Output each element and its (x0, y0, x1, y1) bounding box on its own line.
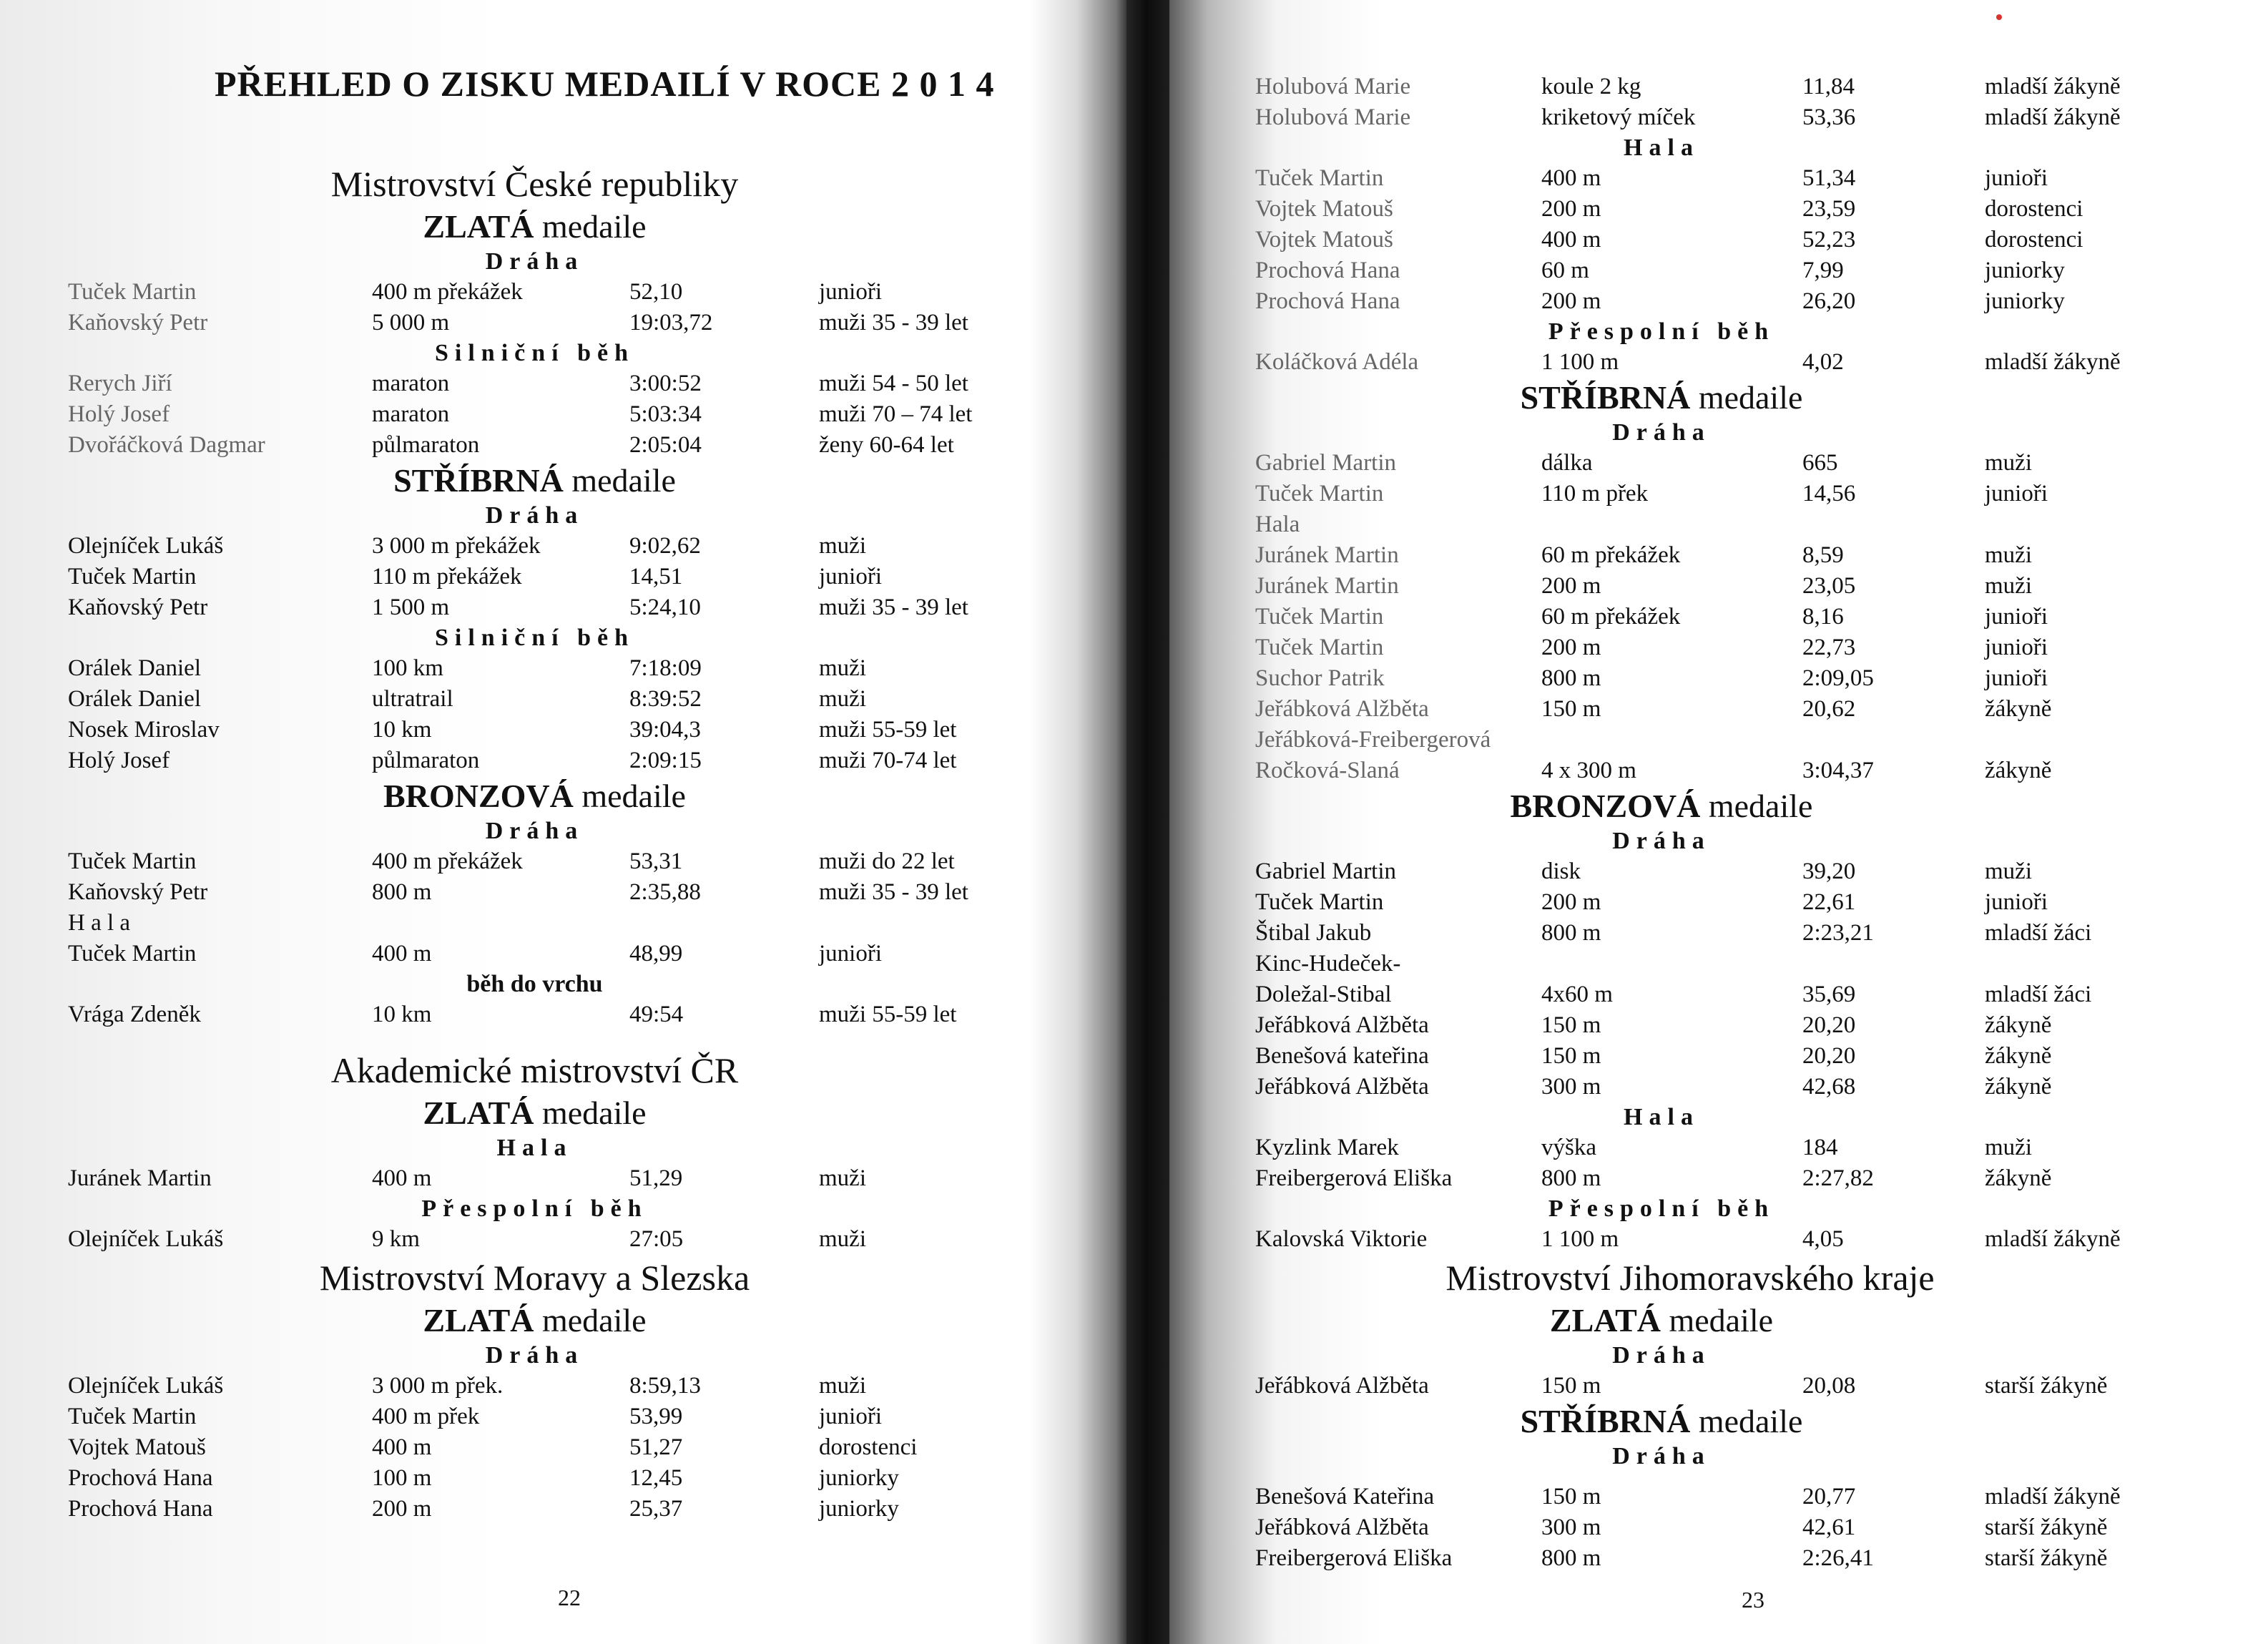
table-row: Kyzlink Marek výška 184 muži (1255, 1135, 2032, 1160)
table-row: Tuček Martin 110 m přek 14,56 junioři (1255, 481, 2048, 507)
right-column (1169, 72, 2268, 1574)
table-gold-silnicni (0, 368, 1126, 461)
table-row: Holý Josef půlmaraton 2:09:15 muži 70-74 let (68, 748, 957, 773)
table-row: Vojtek Matouš 400 m 52,23 dorostenci (1255, 227, 2083, 253)
subheading-draha: Dráha (485, 248, 584, 275)
table-row: Jeřábková Alžběta 150 m 20,08 starší žákyně (1255, 1373, 2108, 1399)
page-number: 23 (1742, 1587, 1764, 1613)
medal-heading-gold: ZLATÁ medaile (1549, 1302, 1774, 1339)
table-row: Juránek Martin 200 m 23,05 muži (1255, 573, 2032, 599)
table-row: Kaňovský Petr 5 000 m 19:03,72 muži 35 - 39 let (68, 310, 968, 336)
table-row: Tuček Martin 400 m překážek 52,10 junioři (68, 279, 882, 305)
table-row: Prochová Hana 60 m 7,99 juniorky (1255, 258, 2065, 283)
medal-heading-silver: STŘÍBRNÁ medaile (393, 462, 676, 499)
table-row: Kaňovský Petr 800 m 2:35,88 muži 35 - 39 let (68, 879, 968, 905)
table-row: Olejníček Lukáš 3 000 m překážek 9:02,62 muži (68, 533, 866, 559)
table-row: Tuček Martin 110 m překážek 14,51 junioři (68, 564, 882, 589)
table-bronze-draha (0, 846, 1126, 969)
subheading-beh-do-vrchu: běh do vrchu (466, 971, 603, 997)
table-row: Dvořáčková Dagmar půlmaraton 2:05:04 ženy 60-64 let (68, 432, 954, 458)
section-heading-mcr: Mistrovství České republiky (330, 164, 739, 204)
table-row: Suchor Patrik 800 m 2:09,05 junioři (1255, 665, 2048, 691)
book-spine (1126, 0, 1169, 1644)
table-silver-silnicni (0, 653, 1126, 776)
table-row: Kalovská Viktorie 1 100 m 4,05 mladší žákyně (1255, 1226, 2121, 1252)
table-row: Holý Josef maraton 5:03:34 muži 70 – 74 let (68, 401, 973, 427)
medal-heading-silver: STŘÍBRNÁ medaile (1520, 1403, 1803, 1439)
left-page (0, 0, 1126, 1644)
table-row: Benešová Kateřina 150 m 20,77 mladší žákyně (1255, 1484, 2121, 1510)
table-row: Tuček Martin 200 m 22,73 junioři (1255, 635, 2048, 660)
table-row: Prochová Hana 200 m 25,37 juniorky (68, 1496, 899, 1522)
subheading-silnicni: Silniční běh (434, 340, 634, 366)
medal-heading-gold: ZLATÁ medaile (423, 1095, 647, 1131)
medal-heading-silver: STŘÍBRNÁ medaile (1520, 379, 1803, 416)
table-row: Tuček Martin 200 m 22,61 junioři (1255, 889, 2048, 915)
table-row: Kaňovský Petr 1 500 m 5:24,10 muži 35 - 39 let (68, 595, 968, 620)
table-row: Olejníček Lukáš 9 km 27:05 muži (68, 1226, 866, 1252)
table-row: H a l a (68, 910, 131, 936)
medal-heading-gold: ZLATÁ medaile (423, 208, 647, 245)
table-row: Prochová Hana 100 m 12,45 juniorky (68, 1465, 899, 1491)
page-title: PŘEHLED O ZISKU MEDAILÍ V ROCE 2 0 1 4 (215, 64, 995, 104)
table-row: Kinc-Hudeček- (1255, 951, 1401, 977)
subheading-hala: Hala (1624, 1104, 1699, 1130)
table-row: Tuček Martin 400 m přek 53,99 junioři (68, 1404, 882, 1429)
page-number: 22 (558, 1585, 581, 1610)
table-row: Juránek Martin 400 m 51,29 muži (68, 1165, 866, 1191)
section-heading-morava: Mistrovství Moravy a Slezska (319, 1258, 750, 1298)
section-heading-akademicke: Akademické mistrovství ČR (330, 1050, 739, 1090)
table-row: Tuček Martin 60 m překážek 8,16 junioři (1255, 604, 2048, 630)
table-row: Jeřábková Alžběta 300 m 42,68 žákyně (1255, 1074, 2052, 1100)
subheading-silnicni: Silniční běh (434, 625, 634, 651)
ink-dot (1996, 14, 2002, 20)
table-silver-draha (0, 531, 1126, 623)
table-row: Tuček Martin 400 m 48,99 junioři (68, 941, 882, 967)
table-row: Orálek Daniel ultratrail 8:39:52 muži (68, 686, 866, 712)
table-row: Vrága Zdeněk 10 km 49:54 muži 55-59 let (68, 1002, 957, 1027)
table-row: Tuček Martin 400 m překážek 53,31 muži do 22 let (68, 848, 955, 874)
table-row: Jeřábková Alžběta 150 m 20,20 žákyně (1255, 1012, 2052, 1038)
table-row: Benešová kateřina 150 m 20,20 žákyně (1255, 1043, 2052, 1069)
subheading-prespolni: Přespolní běh (421, 1195, 648, 1222)
table-row: Tuček Martin 400 m 51,34 junioři (1255, 165, 2048, 191)
table-morava-draha (0, 1371, 1126, 1525)
table-row: Jeřábková Alžběta 150 m 20,62 žákyně (1255, 696, 2052, 722)
subheading-draha: Dráha (1612, 419, 1711, 446)
table-row: Rerych Jiří maraton 3:00:52 muži 54 - 50 let (68, 371, 968, 396)
table-row: Jeřábková Alžběta 300 m 42,61 starší žákyně (1255, 1515, 2108, 1540)
table-row: Olejníček Lukáš 3 000 m přek. 8:59,13 muži (68, 1373, 866, 1399)
subheading-draha: Dráha (485, 502, 584, 529)
medal-heading-bronze: BRONZOVÁ medaile (1510, 788, 1813, 824)
table-row: Vojtek Matouš 400 m 51,27 dorostenci (68, 1434, 918, 1460)
table-row: Gabriel Martin dálka 665 muži (1255, 450, 2032, 476)
table-row: Ročková-Slaná 4 x 300 m 3:04,37 žákyně (1255, 758, 2052, 783)
subheading-hala: Hala (496, 1135, 573, 1161)
subheading-draha: Dráha (485, 818, 584, 844)
table-row: Freibergerová Eliška 800 m 2:27,82 žákyně (1255, 1165, 2052, 1191)
table-row: Freibergerová Eliška 800 m 2:26,41 starší žákyně (1255, 1545, 2108, 1571)
subheading-prespolni: Přespolní běh (1548, 1195, 1775, 1222)
medal-heading-bronze: BRONZOVÁ medaile (383, 778, 686, 814)
table-row: Orálek Daniel 100 km 7:18:09 muži (68, 655, 866, 681)
left-column (0, 161, 1126, 1525)
subheading-draha: Dráha (1612, 828, 1711, 854)
subheading-hala: Hala (1624, 134, 1699, 161)
table-row: Doležal-Stibal 4x60 m 35,69 mladší žáci (1255, 982, 2092, 1007)
subheading-draha: Dráha (1612, 1443, 1711, 1469)
table-row: Holubová Marie kriketový míček 53,36 mladší žákyně (1255, 104, 2121, 130)
subheading-draha: Dráha (485, 1342, 584, 1369)
section-heading-jmk: Mistrovství Jihomoravského kraje (1445, 1258, 1935, 1298)
table-row: Štibal Jakub 800 m 2:23,21 mladší žáci (1255, 920, 2092, 946)
table-row: Nosek Miroslav 10 km 39:04,3 muži 55-59 let (68, 717, 957, 743)
table-row: Vojtek Matouš 200 m 23,59 dorostenci (1255, 196, 2083, 222)
table-row: Holubová Marie koule 2 kg 11,84 mladší žákyně (1255, 74, 2121, 99)
table-row: Hala (1255, 512, 1300, 537)
medal-heading-gold: ZLATÁ medaile (423, 1302, 647, 1339)
subheading-prespolni: Přespolní běh (1548, 318, 1775, 345)
table-row: Juránek Martin 60 m překážek 8,59 muži (1255, 542, 2032, 568)
table-row: Prochová Hana 200 m 26,20 juniorky (1255, 288, 2065, 314)
subheading-draha: Dráha (1612, 1342, 1711, 1369)
table-bronze-vrch (0, 999, 1126, 1030)
table-row: Gabriel Martin disk 39,20 muži (1255, 858, 2032, 884)
table-row: Koláčková Adéla 1 100 m 4,02 mladší žákyně (1255, 349, 2121, 375)
right-page (1169, 0, 2268, 1644)
table-gold-draha (0, 277, 1126, 338)
table-row: Jeřábková-Freibergerová (1255, 727, 1491, 753)
